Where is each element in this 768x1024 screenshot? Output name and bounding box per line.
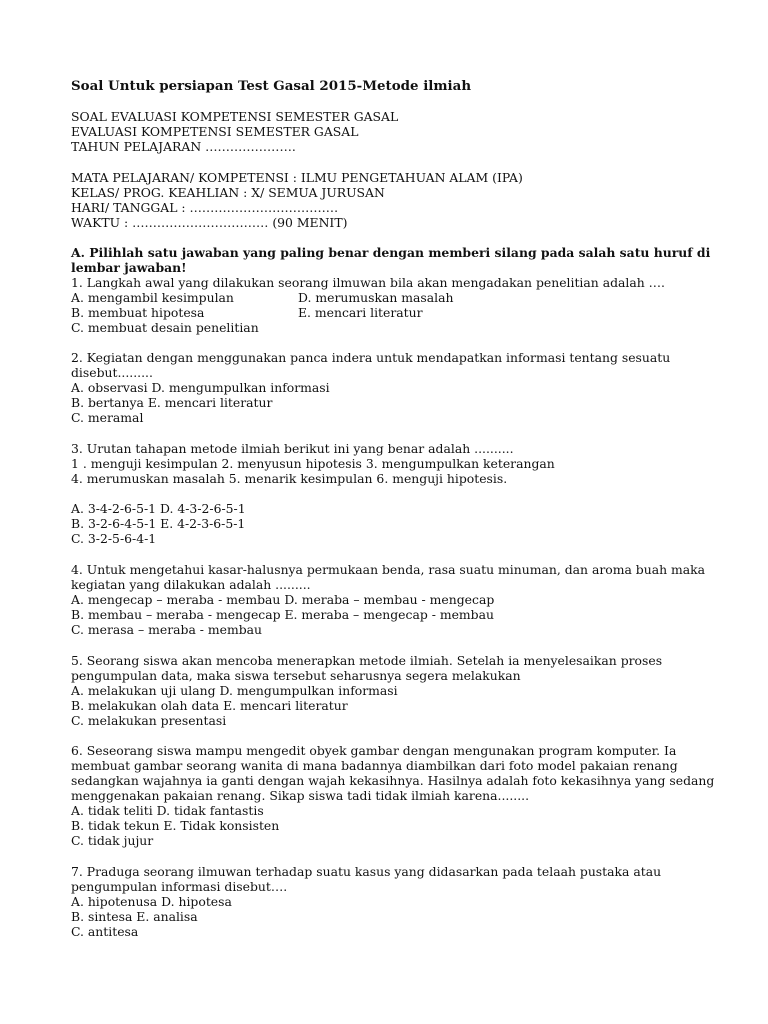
question-4-line: A. mengecap – meraba - membau D. meraba – membau - mengecap: [71, 592, 495, 607]
header-line: SOAL EVALUASI KOMPETENSI SEMESTER GASAL: [71, 109, 399, 124]
question-7-line: C. antitesa: [71, 924, 139, 939]
question-4-line: B. membau – meraba - mengecap E. meraba – mengecap - membau: [71, 607, 494, 622]
question-4-line: kegiatan yang dilakukan adalah .........: [71, 577, 311, 592]
question-5-line: B. melakukan olah data E. mencari literatur: [71, 698, 348, 713]
question-5-line: pengumpulan data, maka siswa tersebut seharusnya segera melakukan: [71, 668, 521, 683]
question-3-line: B. 3-2-6-4-5-1 E. 4-2-3-6-5-1: [71, 516, 246, 531]
info-line: KELAS/ PROG. KEAHLIAN : X/ SEMUA JURUSAN: [71, 185, 385, 200]
question-7-line: A. hipotenusa D. hipotesa: [71, 894, 232, 909]
question-2-line: 2. Kegiatan dengan menggunakan panca indera untuk mendapatkan informasi tentang sesuatu: [71, 350, 671, 365]
question-6-line: B. tidak tekun E. Tidak konsisten: [71, 818, 280, 833]
question-6-line: C. tidak jujur: [71, 833, 154, 848]
info-line: WAKTU : …………………………… (90 MENIT): [71, 215, 348, 230]
question-2-line: C. meramal: [71, 410, 144, 425]
question-3-line: 4. merumuskan masalah 5. menarik kesimpulan 6. menguji hipotesis.: [71, 471, 508, 486]
header-line: EVALUASI KOMPETENSI SEMESTER GASAL: [71, 124, 359, 139]
question-6-line: sedangkan wajahnya ia ganti dengan wajah kekasihnya. Hasilnya adalah foto kekasihnya yang sedang: [71, 773, 715, 788]
question-1-option-a: A. mengambil kesimpulan: [71, 290, 234, 305]
question-7-line: pengumpulan informasi disebut….: [71, 879, 288, 894]
question-5-line: A. melakukan uji ulang D. mengumpulkan informasi: [71, 683, 398, 698]
question-7-line: B. sintesa E. analisa: [71, 909, 198, 924]
question-1-option-c: C. membuat desain penelitian: [71, 320, 259, 335]
question-4-line: C. merasa – meraba - membau: [71, 622, 263, 637]
question-6-line: membuat gambar seorang wanita di mana badannya diambilkan dari foto model pakaian renang: [71, 758, 678, 773]
question-3-line: A. 3-4-2-6-5-1 D. 4-3-2-6-5-1: [71, 501, 246, 516]
info-line: MATA PELAJARAN/ KOMPETENSI : ILMU PENGETAHUAN ALAM (IPA): [71, 170, 523, 185]
question-2-line: disebut.........: [71, 365, 153, 380]
question-3-line: C. 3-2-5-6-4-1: [71, 531, 157, 546]
question-6-line: menggenakan pakaian renang. Sikap siswa tadi tidak ilmiah karena........: [71, 788, 530, 803]
question-3-line: 3. Urutan tahapan metode ilmiah berikut ini yang benar adalah ..........: [71, 441, 514, 456]
question-6-line: 6. Seseorang siswa mampu mengedit obyek gambar dengan mengunakan program komputer. Ia: [71, 743, 677, 758]
question-1-option-b: B. membuat hipotesa: [71, 305, 205, 320]
question-5-line: 5. Seorang siswa akan mencoba menerapkan metode ilmiah. Setelah ia menyelesaikan proses: [71, 653, 663, 668]
question-2-line: B. bertanya E. mencari literatur: [71, 395, 273, 410]
question-1-text: 1. Langkah awal yang dilakukan seorang ilmuwan bila akan mengadakan penelitian adalah ….: [71, 275, 666, 290]
question-1-option-d: D. merumuskan masalah: [298, 290, 454, 305]
question-1-option-e: E. mencari literatur: [298, 305, 423, 320]
instruction-line: A. Pilihlah satu jawaban yang paling benar dengan memberi silang pada salah satu huruf di: [71, 245, 711, 260]
question-3-line: 1 . menguji kesimpulan 2. menyusun hipotesis 3. mengumpulkan keterangan: [71, 456, 555, 471]
document-title: Soal Untuk persiapan Test Gasal 2015-Metode ilmiah: [71, 78, 472, 94]
header-line: TAHUN PELAJARAN ………………….: [71, 139, 296, 154]
question-4-line: 4. Untuk mengetahui kasar-halusnya permukaan benda, rasa suatu minuman, dan aroma buah maka: [71, 562, 706, 577]
instruction-line: lembar jawaban!: [71, 260, 187, 275]
question-5-line: C. melakukan presentasi: [71, 713, 227, 728]
question-2-line: A. observasi D. mengumpulkan informasi: [71, 380, 330, 395]
question-7-line: 7. Praduga seorang ilmuwan terhadap suatu kasus yang didasarkan pada telaah pustaka atau: [71, 864, 662, 879]
info-line: HARI/ TANGGAL : ………………………………: [71, 200, 339, 215]
question-6-line: A. tidak teliti D. tidak fantastis: [71, 803, 264, 818]
